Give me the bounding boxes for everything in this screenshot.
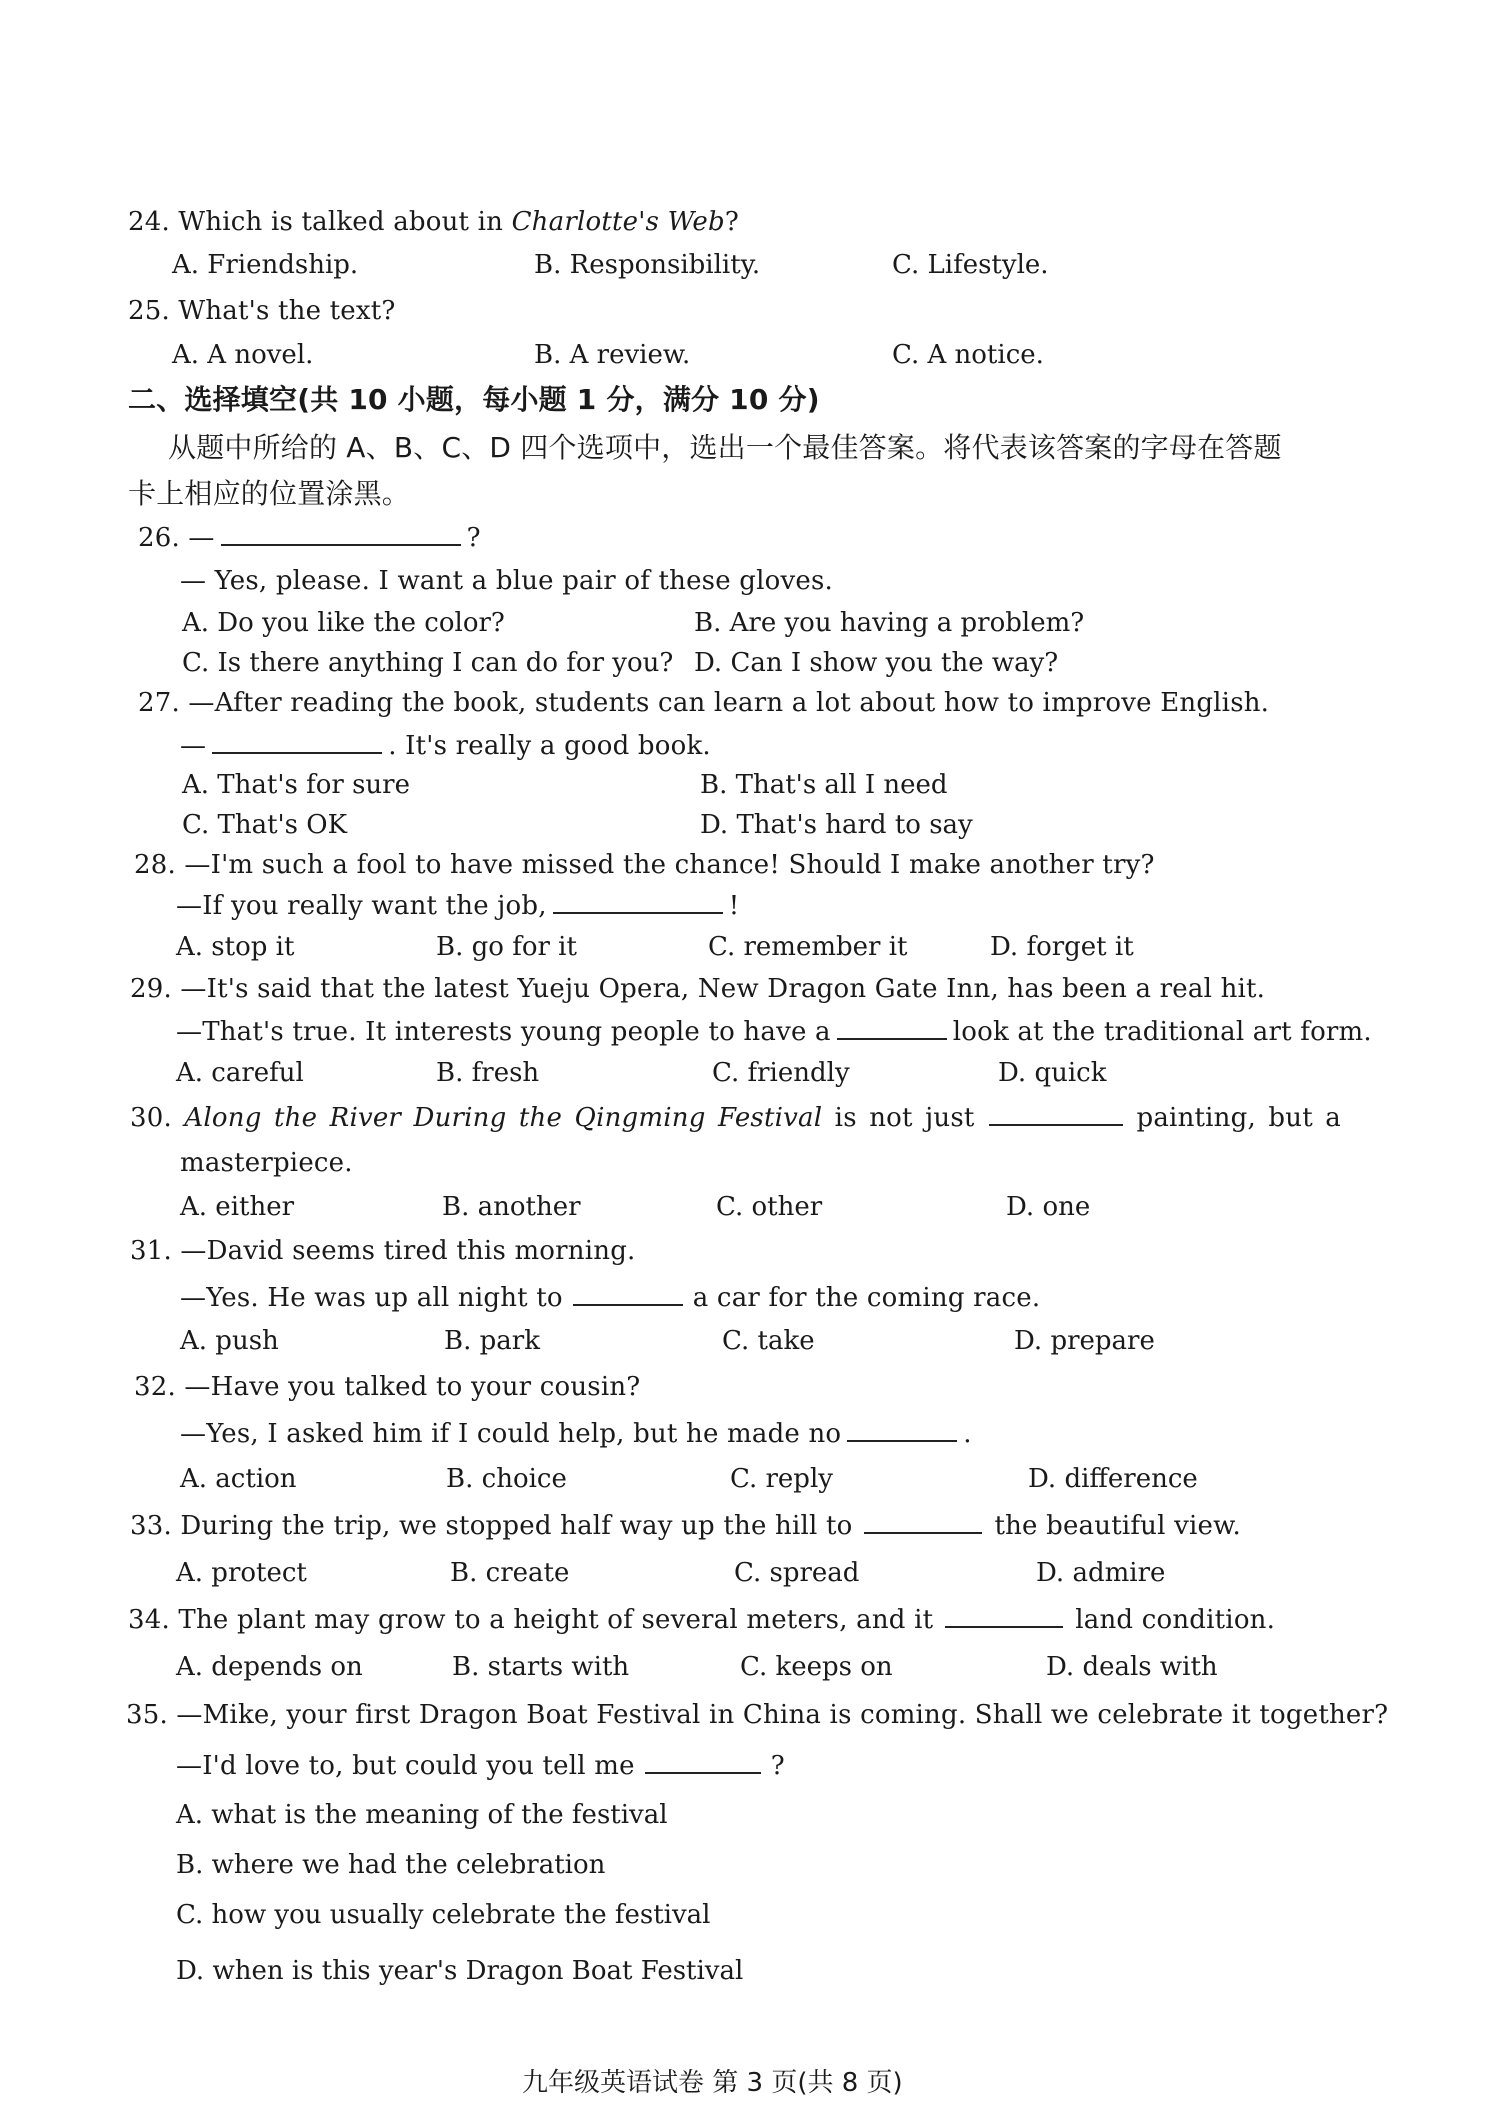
question-26-reply: — Yes, please. I want a blue pair of these gloves. — [180, 566, 833, 596]
section-instruction-2: 卡上相应的位置涂黑。 — [128, 477, 411, 510]
option-34c: C. keeps on — [740, 1652, 893, 1682]
option-34a: A. depends on — [176, 1652, 363, 1682]
question-30 — [130, 1100, 1341, 1135]
question-end: ? — [724, 207, 739, 237]
answer-blank — [989, 1100, 1123, 1126]
question-27: 27. —After reading the book, students can learn a lot about how to improve English. — [138, 688, 1270, 718]
option-34b: B. starts with — [452, 1652, 630, 1682]
reply-start: —That's true. It interests young people to have a — [176, 1017, 831, 1047]
question-text: 24. Which is talked about in — [128, 207, 512, 237]
section-heading: 二、选择填空(共 10 小题，每小题 1 分，满分 10 分) — [128, 383, 820, 416]
option-24b: B. Responsibility. — [534, 250, 761, 280]
option-32a: A. action — [180, 1464, 297, 1494]
option-30c: C. other — [716, 1192, 823, 1222]
option-31c: C. take — [722, 1326, 815, 1356]
option-29b: B. fresh — [436, 1058, 540, 1088]
option-27b: B. That's all I need — [700, 770, 948, 800]
question-32: 32. —Have you talked to your cousin? — [134, 1372, 641, 1402]
question-end: painting, but a — [1136, 1103, 1342, 1133]
reply-end: . — [963, 1419, 972, 1449]
option-35a: A. what is the meaning of the festival — [176, 1800, 668, 1830]
option-34d: D. deals with — [1046, 1652, 1218, 1682]
reply-start: —If you really want the job, — [176, 891, 547, 921]
question-start: 33. During the trip, we stopped half way up the hill to — [130, 1511, 853, 1541]
option-29d: D. quick — [998, 1058, 1107, 1088]
answer-blank — [221, 520, 461, 546]
option-30a: A. either — [180, 1192, 295, 1222]
book-title: Charlotte's Web — [511, 207, 725, 237]
question-35: 35. —Mike, your first Dragon Boat Festival in China is coming. Shall we celebrate it together? — [126, 1700, 1389, 1730]
option-33d: D. admire — [1036, 1558, 1166, 1588]
question-number: 26. — — [138, 523, 215, 553]
reply-end: . It's really a good book. — [388, 731, 711, 761]
option-28c: C. remember it — [708, 932, 908, 962]
question-28: 28. —I'm such a fool to have missed the chance! Should I make another try? — [134, 850, 1155, 880]
option-25a: A. A novel. — [172, 340, 314, 370]
reply-end: look at the traditional art form. — [952, 1017, 1372, 1047]
question-end: ? — [466, 523, 481, 553]
answer-blank — [864, 1508, 982, 1534]
answer-blank — [945, 1602, 1063, 1628]
reply-end: ! — [728, 891, 740, 921]
option-26d: D. Can I show you the way? — [694, 648, 1059, 678]
question-30-line2: masterpiece. — [180, 1148, 353, 1178]
question-27-reply — [180, 728, 711, 763]
option-31b: B. park — [444, 1326, 540, 1356]
answer-blank — [573, 1280, 683, 1306]
option-32c: C. reply — [730, 1464, 833, 1494]
question-end: the beautiful view. — [994, 1511, 1241, 1541]
option-26a: A. Do you like the color? — [182, 608, 505, 638]
question-26 — [138, 520, 481, 555]
option-24c: C. Lifestyle. — [892, 250, 1049, 280]
reply-start: —I'd love to, but could you tell me — [176, 1751, 635, 1781]
option-28d: D. forget it — [990, 932, 1134, 962]
option-26b: B. Are you having a problem? — [694, 608, 1085, 638]
option-28b: B. go for it — [436, 932, 577, 962]
question-29-reply — [176, 1014, 1372, 1049]
question-mid: is not just — [822, 1103, 975, 1133]
question-number: 30. — [130, 1103, 185, 1133]
option-32b: B. choice — [446, 1464, 567, 1494]
question-start: 34. The plant may grow to a height of several meters, and it — [128, 1605, 934, 1635]
option-25b: B. A review. — [534, 340, 691, 370]
option-33c: C. spread — [734, 1558, 860, 1588]
option-35c: C. how you usually celebrate the festival — [176, 1900, 711, 1930]
question-end: land condition. — [1075, 1605, 1276, 1635]
reply-start: —Yes. He was up all night to — [180, 1283, 563, 1313]
option-30d: D. one — [1006, 1192, 1091, 1222]
answer-blank — [837, 1014, 947, 1040]
answer-blank — [847, 1416, 957, 1442]
page-footer: 九年级英语试卷 第 3 页(共 8 页) — [522, 2068, 903, 2098]
option-31a: A. push — [180, 1326, 279, 1356]
reply-start: —Yes, I asked him if I could help, but he made no — [180, 1419, 842, 1449]
reply-start: — — [180, 731, 207, 761]
option-28a: A. stop it — [176, 932, 295, 962]
question-34 — [128, 1602, 1275, 1637]
option-26c: C. Is there anything I can do for you? — [182, 648, 674, 678]
option-35b: B. where we had the celebration — [176, 1850, 606, 1880]
option-29a: A. careful — [176, 1058, 304, 1088]
option-27c: C. That's OK — [182, 810, 348, 840]
option-30b: B. another — [442, 1192, 581, 1222]
question-35-reply — [176, 1748, 785, 1783]
option-33b: B. create — [450, 1558, 570, 1588]
question-31-reply — [180, 1280, 1040, 1315]
option-27a: A. That's for sure — [182, 770, 410, 800]
answer-blank — [212, 728, 382, 754]
reply-end: a car for the coming race. — [692, 1283, 1041, 1313]
option-24a: A. Friendship. — [172, 250, 359, 280]
option-27d: D. That's hard to say — [700, 810, 973, 840]
option-33a: A. protect — [176, 1558, 307, 1588]
section-instruction-1: 从题中所给的 A、B、C、D 四个选项中，选出一个最佳答案。将代表该答案的字母在答题 — [168, 431, 1282, 464]
answer-blank — [645, 1748, 761, 1774]
reply-end: ? — [770, 1751, 785, 1781]
option-31d: D. prepare — [1014, 1326, 1155, 1356]
question-29: 29. —It's said that the latest Yueju Opera, New Dragon Gate Inn, has been a real hit. — [130, 974, 1266, 1004]
question-25: 25. What's the text? — [128, 296, 396, 326]
question-24 — [128, 205, 739, 239]
question-28-reply — [176, 888, 739, 923]
option-32d: D. difference — [1028, 1464, 1198, 1494]
painting-title: Along the River During the Qingming Festival — [184, 1103, 823, 1133]
answer-blank — [553, 888, 723, 914]
option-35d: D. when is this year's Dragon Boat Festival — [176, 1956, 744, 1986]
question-32-reply — [180, 1416, 972, 1451]
question-31: 31. —David seems tired this morning. — [130, 1236, 636, 1266]
option-25c: C. A notice. — [892, 340, 1044, 370]
question-33 — [130, 1508, 1241, 1543]
option-29c: C. friendly — [712, 1058, 850, 1088]
